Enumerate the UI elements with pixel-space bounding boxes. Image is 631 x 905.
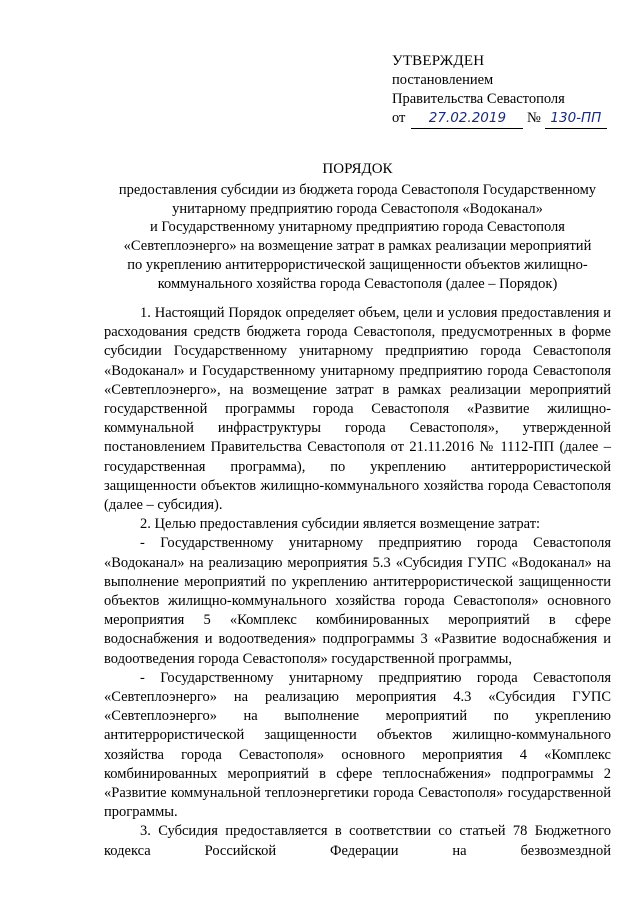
heading-line: коммунального хозяйства города Севастополя (далее – Порядок) (157, 275, 558, 292)
heading-line: унитарному предприятию города Севастополя «Водоканал» (172, 200, 543, 217)
handwritten-number: 130-ПП (545, 109, 607, 129)
document-heading (102, 160, 613, 294)
handwritten-date: 27.02.2019 (411, 109, 523, 129)
paragraph-2-item-sevteploenergo: - Государственному унитарному предприятию города Севастополя «Севтеплоэнерго» на реализацию мероприятия 4.3 «Субсидия ГУПС «Севтеплоэнерго» на выполнение мероприятий по укреплению антитеррористической защищенности объектов жилищно-коммунального хозяйства города Севастополя» основного мероприятия 4 «Комплекс комбинированных мероприятий в сфере теплоснабжения» подпрограммы 2 «Развитие коммунальной теплоэнергетики города Севастополя» государственной программы. (104, 669, 611, 821)
paragraph-1: 1. Настоящий Порядок определяет объем, цели и условия предоставления и расходования средств бюджета города Севастополя, предусмотренных в форме субсидии Государственному унитарному предприятию города Севастополя «Водоканал» и Государственному унитарному предприятию города Севастополя «Севтеплоэнерго», на возмещение затрат в рамках реализации мероприятий государственной программы города Севастополя «Развитие жилищно-коммунальной инфраструктуры города Севастополя», утвержденной постановлением Правительства Севастополя от 21.11.2016 № 1112-ПП (далее – государственная программа), по укреплению антитеррористической защищенности объектов жилищно-коммунального хозяйства города Севастополя (далее – субсидия). (104, 305, 611, 514)
paragraph-3: 3. Субсидия предоставляется в соответствии со статьей 78 Бюджетного кодекса Российской Федерации на безвозмездной (104, 823, 611, 859)
date-prefix: от (392, 110, 406, 126)
document-title: ПОРЯДОК (322, 161, 393, 177)
heading-line: по укреплению антитеррористической защищенности объектов жилищно- (127, 256, 588, 273)
document-body (104, 304, 611, 860)
approval-line-1: постановлением (392, 72, 494, 88)
heading-line: и Государственному унитарному предприятию города Севастополя (150, 219, 565, 236)
heading-line: «Севтеплоэнерго» на возмещение затрат в рамках реализации мероприятий (123, 238, 592, 255)
approval-line-2: Правительства Севастополя (392, 91, 565, 107)
heading-line: предоставления субсидии из бюджета города Севастополя Государственному (118, 181, 597, 198)
paragraph-2-item-vodokanal: - Государственному унитарному предприятию города Севастополя «Водоканал» на реализацию мероприятия 5.3 «Субсидия ГУПС «Водоканал» на выполнение мероприятий по укреплению антитеррористической защищенности объектов жилищно-коммунального хозяйства города Севастополя» основного мероприятия 5 «Комплекс комбинированных мероприятий в сфере водоснабжения и водоотведения» подпрограммы 3 «Развитие водоснабжения и водоотведения города Севастополя» государственной программы, (104, 535, 611, 667)
approval-stamp (392, 52, 607, 128)
approval-date-number (392, 109, 607, 128)
number-prefix: № (527, 110, 541, 126)
approval-title: УТВЕРЖДЕН (392, 53, 485, 69)
paragraph-2: 2. Целью предоставления субсидии является возмещение затрат: (140, 516, 541, 533)
